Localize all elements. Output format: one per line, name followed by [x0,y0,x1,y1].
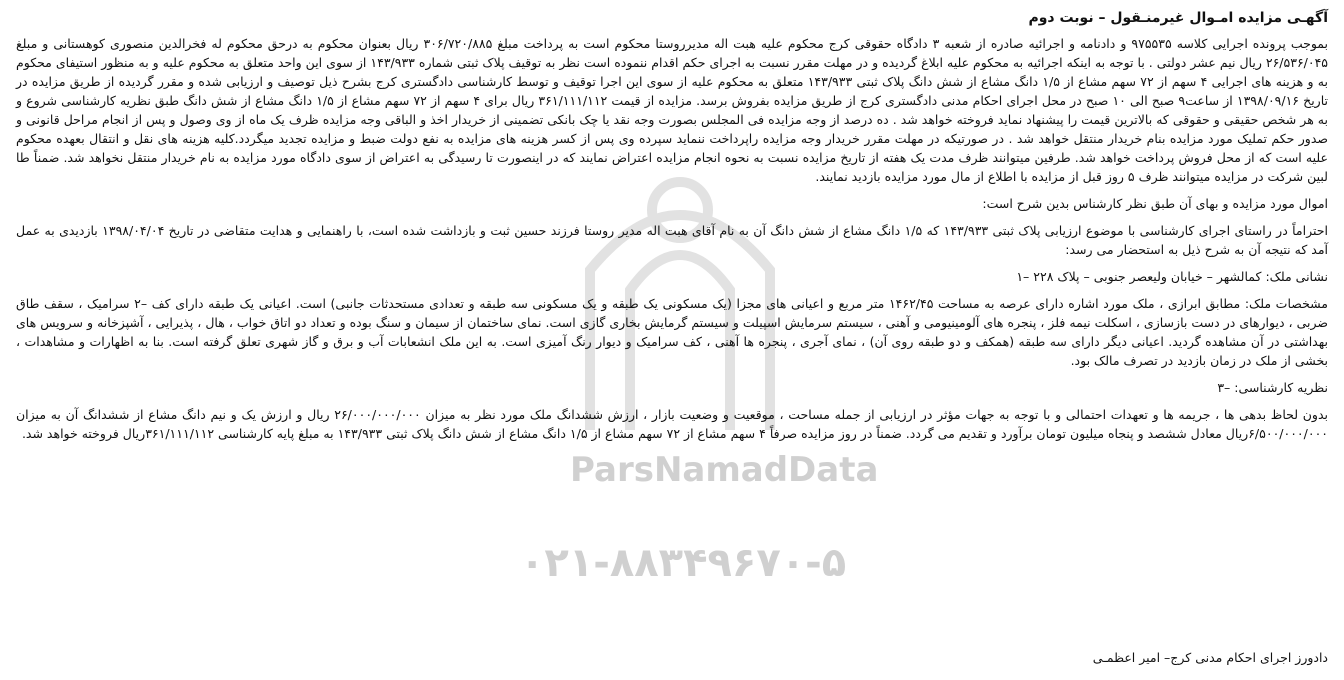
notice-content [16,8,1328,443]
property-specs-paragraph: مشخصات ملک: مطابق ابرازی ، ملک مورد اشاره دارای عرصه به مساحت ۱۴۶۲/۴۵ متر مربع و اعیانی های مجزا (یک مسکونی یک طبقه و یک مسکونی سه طبقه و تعدادی مستحدثات جانبی) است. اعیانی یک طبقه دارای کف –۲ سرامیک ، سقف طاق ضربی ، دیوارهای در دست بازسازی ، اسکلت نیمه فلز ، پنجره های آلومینیومی و آهنی ، سیستم سرمایش اسپیلت و سیستم گرمایش بخاری گازی است. نمای ساختمان از سیمان و سنگ بوده و تعداد دو اتاق خواب ، هال ، پذیرایی ، آشپزخانه و سرویس های بهداشتی در آن مشاهده گردید. اعیانی دیگر دارای سه طبقه (همکف و دو طبقه روی آن) ، نمای آجری ، پنجره ها آهنی ، کف سرامیک و دیوار رنگ آمیزی است. به این ملک انشعابات آب و برق و گاز شهری تعلق گرفته است. بنا به اظهارات و مشاهدات ، بخشی از ملک در زمان بازدید در تصرف مالک بود. [16,296,1329,368]
signature: دادورز اجرای احکام مدنی کرج– امیر اعظمـی [1092,650,1328,665]
inspection-paragraph: احتراماً در راستای اجرای کارشناسی با موضوع ارزیابی پلاک ثبتی ۱۴۳/۹۳۳ که ۱/۵ دانگ مشاع از شش دانگ آن به نام آقای هبت اله مدیر روستا فرزند حسین ثبت و بازداشت شده است، با راهنمایی و هدایت متقاضی در تاریخ ۱۳۹۸/۰۴/۰۴ بازدیدی به عمل آمد که نتیجه آن به شرح ذیل به استحضار می رسد: [16,223,1328,257]
expert-opinion-heading: نظریه کارشناسی: –۳ [1217,380,1328,395]
watermark-phone: ۰۲۱-۸۸۳۴۹۶۷۰-۵ [520,540,847,586]
assets-heading: اموال مورد مزایده و بهای آن طبق نظر کارشناس بدین شرح است: [982,196,1328,211]
page-title: آگهـی مزایده امـوال غیرمنـقول – نوبت دوم [1028,10,1328,26]
auction-terms-paragraph: بموجب پرونده اجرایی کلاسه ۹۷۵۵۳۵ و دادنامه و اجرائیه صادره از شعبه ۳ دادگاه حقوقی کرج محکوم علیه هبت اله مدیرروستا محکوم است به پرداخت مبلغ ۳۰۶/۷۲۰/۸۸۵ ریال بعنوان محکوم به درحق محکوم له فخرالدین منصوری کوهستانی و مبلغ ۲۶/۵۳۶/۰۴۵ ریال نیم عشر دولتی . با توجه به اینکه اجرائیه به محکوم علیه ابلاغ گردیده و در مهلت مقرر نسبت به اجرای حکم اقدام ننموده است نظر به توقیف پلاک ثبتی شماره ۱۴۳/۹۳۳ از سوی این واحد متعلق به محکوم علیه و به منظور استیفای محکوم به و هزینه های اجرایی ۴ سهم از ۷۲ سهم مشاع از ۱/۵ دانگ مشاع از شش دانگ پلاک ثبتی ۱۴۳/۹۳۳ متعلق به محکوم علیه از سوی این اجرا توقیف و توسط کارشناسی دادگستری کرج بشرح ذیل توصیف و ارزیابی شده و مقرر گردیده از طریق مزایده در تاریخ ۱۳۹۸/۰۹/۱۶ از ساعت۹ صبح الی ۱۰ صبح در محل اجرای احکام مدنی دادگستری کرج از طریق مزایده بفروش برسد. مزایده از قیمت ۳۶۱/۱۱۱/۱۱۲ ریال برای ۴ سهم از ۷۲ سهم مشاع از ۱/۵ دانگ مشاع از شش دانگ طبق نظریه کارشناسی شروع و به هر شخص حقیقی و حقوقی که بالاترین قیمت را پیشنهاد نماید فروخته خواهد شد . ده درصد از وجه مزایده فی المجلس بصورت وجه نقد یا چک بانکی تضمینی از خریدار اخذ و الباقی وجه مزایده ظرف یک ماه از وی وصول و پس از انجام مراحل قانونی و صدور حکم تملیک مورد مزایده بنام خریدار منتقل خواهد شد . در صورتیکه در مهلت مقرر خریدار وجه مزایده راپرداخت ننماید سپرده وی پس از کسر هزینه های مزایده به نفع دولت ضبط و مزایده تجدید میگردد.کلیه هزینه های نقل و انتقال بعهده محکوم علیه است که از محل فروش پرداخت خواهد شد. طرفین میتوانند ظرف مدت یک هفته از تاریخ مزایده نسبت به نحوه انجام مزایده اعتراض نمایند که در اینصورت تا رسیدگی به اعتراض از سوی دادگاه مورد مزایده به نام خریدار منتقل نخواهد شد. ضمناً طا لبین شرکت در مزایده میتوانند ظرف ۵ روز قبل از مزایده با اطلاع از مال مورد مزایده بازدید نمایند. [16,36,1329,184]
watermark-brand: ParsNamadData [570,450,879,490]
expert-opinion-paragraph: بدون لحاظ بدهی ها ، جریمه ها و تعهدات احتمالی و با توجه به جهات مؤثر در ارزیابی از جمله مساحت ، موقعیت و وضعیت بازار ، ارزش ششدانگ ملک مورد نظر به میزان ۲۶/۰۰۰/۰۰۰/۰۰۰ ریال و ارزش یک و نیم دانگ مشاع از ششدانگ آن به میزان ۶/۵۰۰/۰۰۰/۰۰۰ریال معادل ششصد و پنجاه میلیون تومان برآورد و تقدیم می گردد. ضمناً در روز مزایده صرفاً ۴ سهم مشاع از ۷۲ سهم مشاع از ۱/۵ دانگ مشاع از شش دانگ پلاک ثبتی ۱۴۳/۹۳۳ به مبلغ پایه کارشناسی ۳۶۱/۱۱۱/۱۱۲ریال فروخته خواهد شد. [16,407,1328,441]
property-address: نشانی ملک: کمالشهر – خیابان ولیعصر جنوبی – پلاک ۲۲۸ –۱ [1016,269,1328,284]
